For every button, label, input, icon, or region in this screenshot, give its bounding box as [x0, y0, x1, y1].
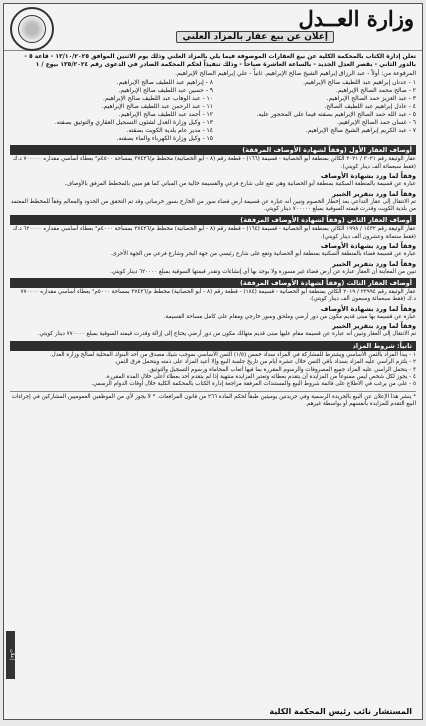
condition-item: ١ - يبدأ المزاد بالثمن الأساسي ويشترط للمشاركة في المزاد سداد خمس (١/٥) الثمن الأساسي بموجب شيك مصدق من أحد البنوك المحلية لصالح وزارة العدل. — [49, 351, 416, 358]
property-2-expert-text: تبين من المعاينة أن العقار عبارة عن أرض فضاء غير مسورة ولا يوجد بها أي إنشاءات وتقدر قيمتها السوقية بمبلغ ٦٢٠٠٠٠ دينار كويتي. — [110, 268, 416, 275]
defendant-item: ١٤ - مدير عام بلدية الكويت بصفته. — [126, 127, 213, 135]
header — [4, 4, 422, 51]
property-1-expert-heading: وفقاً لما ورد بتقرير الخبير — [332, 189, 416, 198]
subtitle-text: إعلان عن بيع عقار بالمزاد العلني — [182, 32, 328, 42]
defendants-list — [10, 78, 416, 143]
defendant-item: ٧ - عبد الكريم إبراهيم الشيخ صالح الإبراهيم. — [305, 127, 416, 135]
property-1-description: عقار الوثيقة رقم ٣٠٢١ / ٢٠٢١ الكائن بمنطقة أبو الحصانية - قسيمة (١٦٦) - قطعة رقم (٨ - أبو الحصانية) مخطط م/٣٧٤٢٦ بمساحة ٤٥٠٠م² بعطاء أساسي مقداره ٧٠٠٠٠٠ د.ك (فقط سبعمائة ألف دينار كويتي). — [12, 156, 416, 170]
defendant-item: ٣ - عبد العزيز حمد الصالح الإبراهيم. — [326, 95, 416, 103]
defendant-item: ١٥ - وكيل وزارة الكهرباء والماء بصفته. — [116, 135, 213, 143]
auction-conditions-header: ثانياً: شروط المزاد — [10, 341, 416, 351]
condition-item: ٣ - يتحمل الراسي عليه المزاد جميع المصروفات والرسوم المقررة بما فيها أتعاب المحاماة ورسوم التسجيل والتوثيق. — [147, 366, 416, 373]
defendant-item: ١١ - عبد الرحمن عبد اللطيف صالح الإبراهيم. — [101, 103, 213, 111]
property-1-expert-text: تم الانتقال إلى عقار التداعي بعد إخطار الخصوم وتبين أنه عبارة عن قسيمة أرض فضاء سور من الخارج بسور خرساني وقد تم التحقق من الحدود والمعالم وفقاً للمخطط المعتمد من بلدية الكويت وقدرت قيمته السوقية بمبلغ ٧٠٠٠٠٠ دينار كويتي. — [10, 198, 416, 213]
ministry-emblem-icon — [10, 7, 54, 51]
defendant-item: ٨ - إبراهيم عبد اللطيف صالح الإبراهيم. — [116, 79, 213, 87]
intro-paragraph: تعلن إدارة الكتاب بالمحكمة الكلية عن بيع العقارات الموصوفة فيما يلي بالمزاد العلني وذلك يوم الاثنين الموافق ١٣/١٠/٢٠٢٥ - قاعة ٥ - بالدور الثاني - بقصر العدل الجديد - بالساعة العاشرة صباحاً - وذلك تنفيذاً لحكم المحكمة الصادر في الدعوى رقم ١٣٥/٢٠٢٤ بيوع / ١ — [24, 53, 416, 69]
property-2-expert-heading: وفقاً لما ورد بتقرير الخبير — [332, 259, 416, 268]
property-1-header: أوصاف العقار الأول (وفقاً لشهادة الأوصاف المرفقة) — [10, 145, 416, 155]
property-2-description: عقار الوثيقة رقم ١٤٣٢ / ١٩٩٨ الكائن بمنطقة أبو الحصانية - قسيمة (١٦٤) - قطعة رقم (٨ - أبو الحصانية) مخطط م/٣٧٤٢٦ بمساحة ٤٠٠٠م² بعطاء أساسي مقداره ٦٢٠٠٠٠ د.ك (فقط ستمائة وعشرون ألف دينار كويتي). — [12, 226, 416, 240]
condition-item: ٢ - يلتزم الراسي عليه المزاد بسداد باقي الثمن خلال عشرة أيام من تاريخ جلسة البيع وإلا أعيد المزاد على ذمته ويتحمل فرق الثمن. — [114, 359, 416, 366]
property-2-certificate-heading: وفقاً لما ورد بشهادة الأوصاف — [320, 242, 416, 251]
announcement-page — [3, 3, 423, 720]
property-1-certificate-heading: وفقاً لما ورد بشهادة الأوصاف — [320, 172, 416, 181]
defendant-item: ١٣ - وكيل وزارة العدل لشئون التسجيل العقاري والتوثيق بصفته. — [54, 119, 213, 127]
property-1-certificate-text: عبارة عن قسيمة بالمنطقة السكنية بمنطقة أبو الحصانية وهي تقع على شارع فرعي والقسيمة خالية من المباني كما هو مبين بالمخطط المرفق بالأوصاف. — [64, 181, 416, 188]
property-3-description: عقار الوثيقة رقم ٢٣٩٩٤ / ٢٠١٩ الكائن بمنطقة أبو الحصانية - قسيمة (١٨٤) - قطعة رقم (٨ - أبو الحصانية) مخطط م/٣٧٤٢٦ بمساحة ٥٠٠٠م² بعطاء أساسي مقداره ٧٧٠٠٠٠ د.ك (فقط سبعمائة وسبعون ألف دينار كويتي). — [20, 289, 416, 303]
property-3-header: أوصاف العقار الثالث (وفقاً لشهادة الأوصاف المرفقة) — [10, 278, 416, 288]
defendants-left-column — [10, 79, 213, 143]
emblem-inner — [18, 15, 46, 43]
defendant-item: ٩ - حسين عبد اللطيف صالح الإبراهيم. — [118, 87, 213, 95]
defendant-item: ١٠ - عبد الوهاب عبد اللطيف صالح الإبراهيم. — [103, 95, 213, 103]
defendant-item: ٥ - عبد الله حمد الصالح الإبراهيم بصفته فيما على المحجور عليه. — [256, 111, 416, 119]
footer-note: * ينشر هذا الإعلان عن البيع بالجريدة الرسمية وفي جريدتين يوميتين طبقاً لحكم المادة ٢٦٦ من قانون المرافعات. * لا يجوز لأي من الموظفين العموميين المشاركين في إجراءات البيع التقدم للمزايدة بأنفسهم أو بواسطة غيرهم. — [10, 391, 416, 409]
defendant-item: ٤ - عادل إبراهيم عبد اللطيف الصالح. — [324, 103, 416, 111]
defendant-item: ٢ - صالح محمد الصالح الإبراهيم. — [335, 87, 416, 95]
ministry-title: وزارة العــدل — [298, 6, 414, 31]
defendant-item: ١٢ - أحمد عبد اللطيف صالح الإبراهيم. — [118, 111, 213, 119]
property-3-certificate-text: عبارة عن قسيمة بها مبنى قديم مكون من دور أرضي وملحق وسور خارجي ومقام على كامل مساحة القسيمة. — [163, 313, 416, 320]
defendant-item: ١ - عدنان إبراهيم عبد اللطيف صالح الإبراهيم. — [303, 79, 416, 87]
side-tab-label: إعلان — [6, 631, 15, 679]
signature-line: المستشار نائب رئيس المحكمة الكلية — [269, 707, 412, 716]
parties-intro: المرفوعة من: أولاً - عبد الرزاق إبراهيم الشيخ صالح الإبراهيم. ثانياً - علي إبراهيم الصالح الإبراهيم. — [175, 70, 416, 78]
announcement-subtitle — [176, 31, 334, 43]
defendants-right-column — [213, 79, 416, 143]
property-3-expert-text: تم الانتقال إلى العقار وتبين أنه عبارة عن قسيمة مقام عليها مبنى قديم متهالك مكون من دور أرضي يحتاج إلى إزالة وقدرت قيمته السوقية بمبلغ ٧٧٠٠٠٠ دينار كويتي. — [37, 331, 416, 338]
property-2-certificate-text: عبارة عن قسيمة فضاء بالمنطقة السكنية بمنطقة أبو الحصانية وتقع على شارع رئيسي من جهة البحر وشارع فرعي من الجهة الأخرى. — [110, 251, 416, 258]
defendant-item: ٦ - غسان حمد الصالح الإبراهيم. — [337, 119, 416, 127]
property-3-certificate-heading: وفقاً لما ورد بشهادة الأوصاف — [320, 304, 416, 313]
property-3-expert-heading: وفقاً لما ورد بتقرير الخبير — [332, 322, 416, 331]
condition-item: ٤ - يجوز لكل شخص ليس ممنوعاً من المزايدة أن يتقدم بعطائه وتعتبر المزايدة منتهية إذا لم يتقدم أحد بعطاء أعلى خلال المدة المقررة. — [105, 373, 416, 380]
condition-item: ٥ - على من يرغب في الاطلاع على قائمة شروط البيع والمستندات المرفقة مراجعة إدارة الكتاب بالمحكمة الكلية خلال أوقات الدوام الرسمي. — [91, 381, 416, 388]
property-2-header: أوصاف العقار الثاني (وفقاً لشهادة الأوصاف المرفقة) — [10, 215, 416, 225]
announcement-body — [4, 51, 422, 409]
